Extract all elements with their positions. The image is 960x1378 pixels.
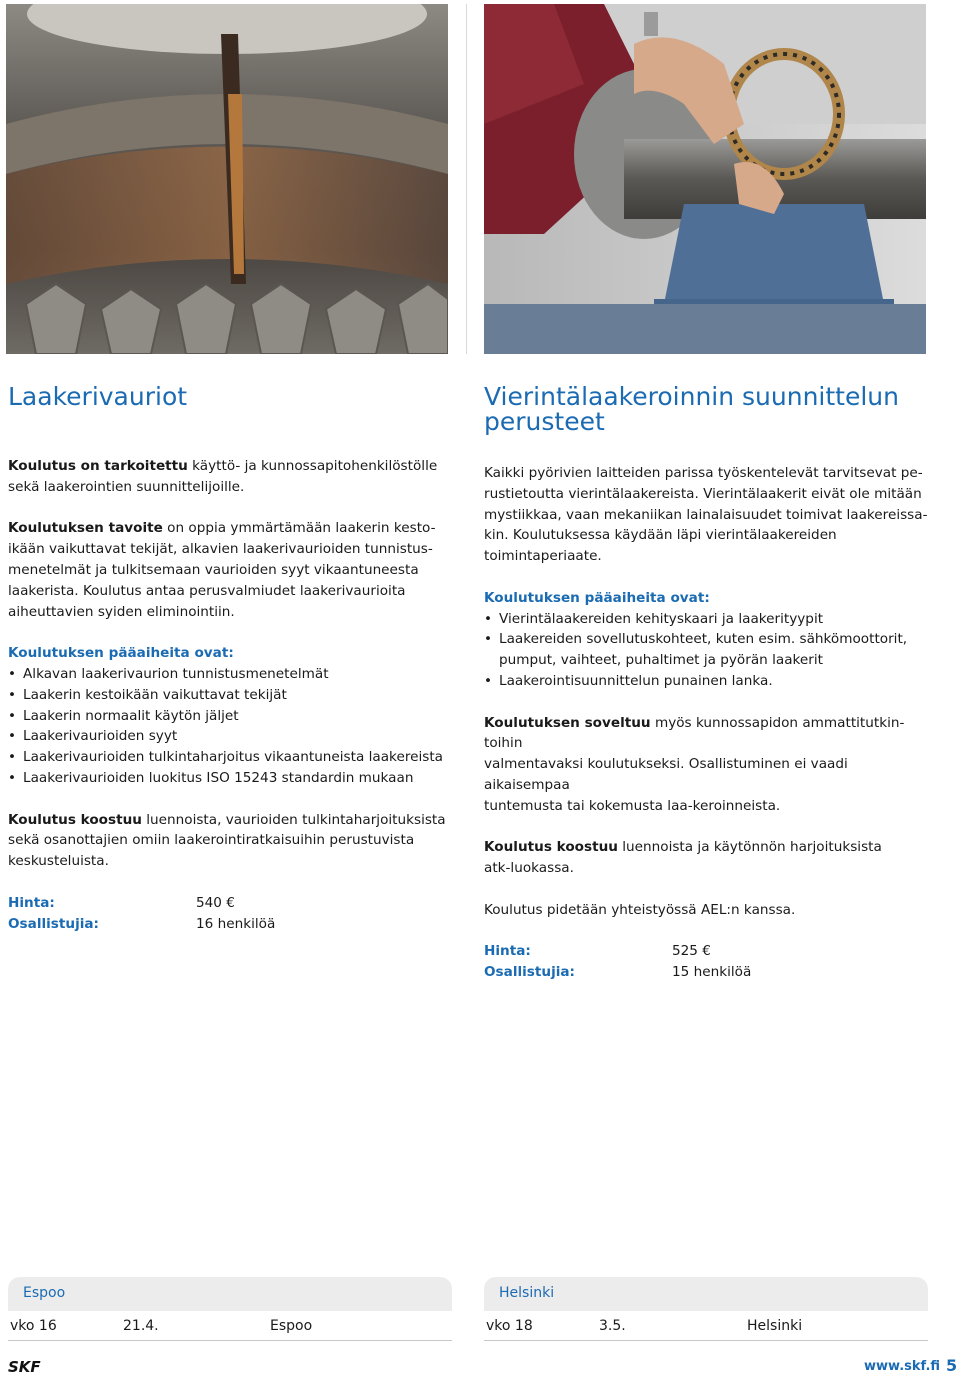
right-intro-paragraph: Kaikki pyörivien laitteiden parissa työskentelevät tarvitsevat pe- rustietoutta vierintälaakereista. Vierintälaakerit eivät ole mitään mystiikkaa, vaan mekaniikan lainalaisuudet toimivat laakereissa- kin. Koulutuksessa käydään läpi vierintälaakereiden toimintaperiaate. [484, 465, 928, 565]
right-course-title: Vierintälaakeroinnin suunnittelun perusteet [484, 382, 899, 436]
list-item: • Laakerivaurioiden syyt [8, 726, 458, 747]
list-item: • Laakerin normaalit käytön jäljet [8, 706, 458, 727]
list-item: • Laakereiden sovellutuskohteet, kuten esim. sähkömoottorit, pumput, vaihteet, puhaltimet ja pyörän laakerit [484, 629, 934, 671]
svg-text:SKF: SKF [8, 1358, 41, 1374]
page-number: 5 [946, 1356, 958, 1375]
right-structure-lead: Koulutus koostuu [484, 839, 618, 856]
right-suits-lead: Koulutuksen soveltuu [484, 714, 651, 731]
price-value: 525 € [672, 943, 711, 960]
schedule-row-espoo [8, 1311, 452, 1341]
left-topics-list [8, 664, 458, 789]
location-tab-espoo [8, 1277, 452, 1311]
left-topics-heading: Koulutuksen pääaiheita ovat: [8, 645, 234, 662]
right-cooperation-text: Koulutus pidetään yhteistyössä AEL:n kanssa. [484, 901, 796, 918]
right-topics-list [484, 609, 934, 692]
location-tab-label: Helsinki [499, 1285, 555, 1301]
schedule-date: 3.5. [599, 1318, 626, 1334]
skf-logo [8, 1358, 56, 1374]
right-course-column [484, 384, 934, 983]
participants-value: 16 henkilöä [196, 915, 276, 932]
left-participants-row [8, 914, 458, 935]
participants-label: Osallistujia: [484, 964, 575, 981]
location-tab-helsinki [484, 1277, 928, 1311]
list-item: • Laakerin kestoikään vaikuttavat tekijät [8, 685, 458, 706]
bearing-assembly-photo [484, 4, 926, 354]
list-item: • Laakerivaurioiden luokitus ISO 15243 standardin mukaan [8, 768, 458, 789]
list-item: • Vierintälaakereiden kehityskaari ja laakerityypit [484, 609, 934, 630]
left-goal-paragraph: Koulutuksen tavoite on oppia ymmärtämään laakerin kesto- ikään vaikuttavat tekijät, alkavien laakerivaurioiden tunnistus- menetelmät ja tulkitsemaan vaurioiden syyt vikaantuneesta laakerista. Koulutus antaa perusvalmiudet laakerivaurioita aiheuttavien syiden eliminointiin. [8, 520, 436, 620]
left-structure-paragraph: Koulutus koostuu luennoista, vaurioiden tulkintaharjoituksista sekä osanottajien omiin laakerointiratkaisuihin perustuvista keskusteluista. [8, 811, 446, 870]
schedule-row-helsinki [484, 1311, 928, 1341]
participants-label: Osallistujia: [8, 915, 99, 932]
price-label: Hinta: [484, 943, 531, 960]
left-course-column [8, 384, 458, 934]
schedule-week: vko 18 [486, 1318, 533, 1334]
schedule-week: vko 16 [10, 1318, 57, 1334]
left-goal-lead: Koulutuksen tavoite [8, 520, 163, 537]
left-price-row [8, 893, 458, 914]
damaged-bearing-photo [6, 4, 448, 354]
list-item: • Laakerointisuunnittelun punainen lanka. [484, 671, 934, 692]
right-structure-paragraph: Koulutus koostuu luennoista ja käytönnön harjoituksista atk-luokassa. [484, 839, 882, 877]
price-value: 540 € [196, 894, 235, 911]
left-intro-lead: Koulutus on tarkoitettu [8, 458, 188, 474]
location-tab-label: Espoo [23, 1285, 66, 1301]
left-intro-paragraph: Koulutus on tarkoitettu käyttö- ja kunnossapitohenkilöstölle sekä laakerointien suunnittelijoille. [8, 458, 438, 495]
right-topics-heading: Koulutuksen pääaiheita ovat: [484, 589, 710, 606]
left-course-title: Laakerivauriot [8, 382, 188, 411]
schedule-place: Espoo [270, 1318, 313, 1334]
website-link[interactable]: www.skf.fi [864, 1359, 941, 1374]
right-price-row [484, 941, 934, 962]
schedule-place: Helsinki [747, 1318, 803, 1334]
participants-value: 15 henkilöä [672, 964, 752, 981]
schedule-date: 21.4. [123, 1318, 159, 1334]
right-participants-row [484, 962, 934, 983]
column-divider [466, 4, 467, 354]
price-label: Hinta: [8, 894, 55, 911]
right-suits-paragraph: Koulutuksen soveltuu myös kunnossapidon ammattitutkin-toihin valmentavaksi koulutukseksi. Osallistuminen ei vaadi aikaisempaa tuntemusta tai kokemusta laa-keroinneista. [484, 714, 905, 814]
list-item: • Alkavan laakerivaurion tunnistusmenetelmät [8, 664, 458, 685]
left-structure-lead: Koulutus koostuu [8, 811, 142, 828]
list-item: • Laakerivaurioiden tulkintaharjoitus vikaantuneista laakereista [8, 747, 458, 768]
